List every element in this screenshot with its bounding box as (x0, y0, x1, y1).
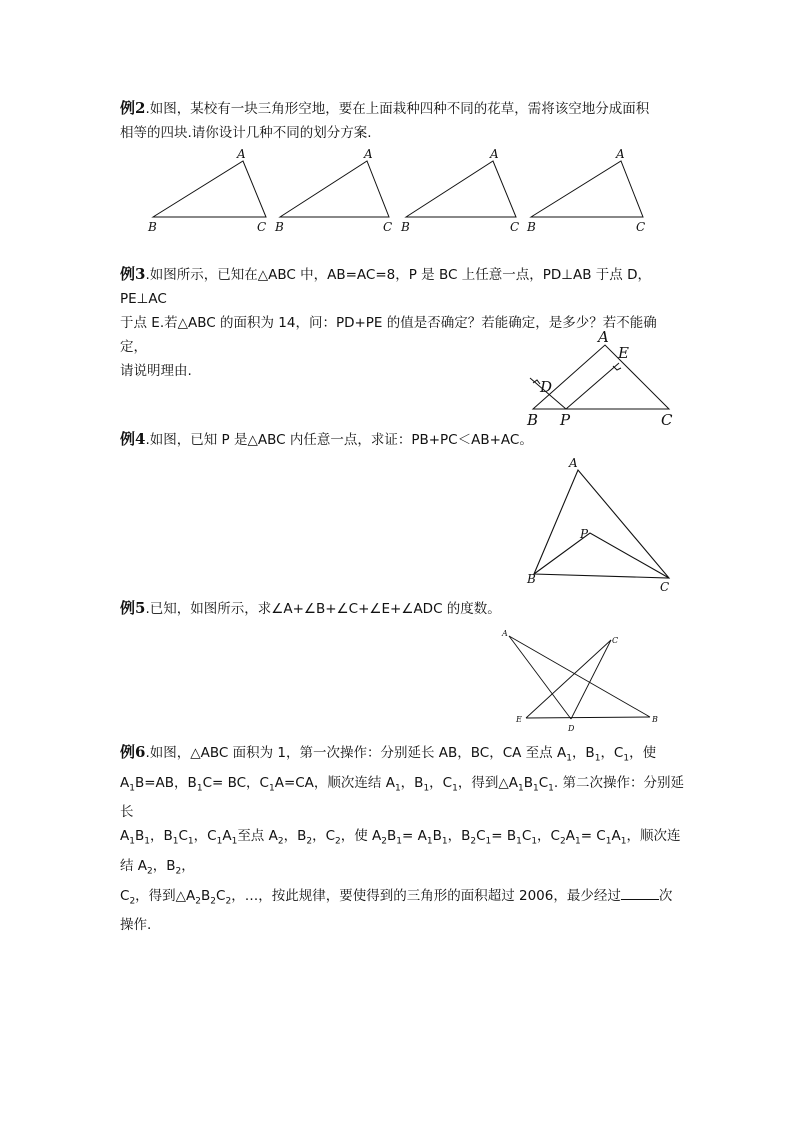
ex3-label-e: E (618, 344, 629, 362)
example-6-text: 例6.如图，△ABC 面积为 1，第一次操作：分别延长 AB，BC，CA 至点 $A_1$，$B_1$，$C_1$，使 $A_1B=AB$，$B_1C=$ BC，$C_1A=CA$，顺次连结 $A_1$，$B_1$，$C_1$，得到$\triangle A_1B_1C_1$. 第二次操作：分别延长 $A_1B_1$，$B_1C_1$，$C_1A_1$至点 $A_2$，$B_2$，$C_2$，使 $A_2B_1= A_1B_1$，$B_2C_1= B_1C_1$，$C_2A_1= C_1A_1$，顺次连结 $A_2$，$B_2$， $C_2$，得到$\triangle A_2B_2C_2$，…，按此规律，要使得到的三角形的面积超过 2006，最少经过 次 操作. (120, 743, 684, 934)
example-2-text: 例2.如图，某校有一块三角形空地，要在上面栽种四种不同的花草，需将该空地分成面积 相等的四块.请你设计几种不同的划分方案. (120, 99, 650, 141)
ex5-label-a: A (502, 629, 508, 638)
example-2-label: 例2 (120, 99, 146, 117)
t1-label-b: B (148, 220, 157, 234)
triangle-1 (153, 161, 266, 217)
example-3-label: 例3 (120, 265, 146, 283)
example-3-text: 例3.如图所示，已知在△ABC 中，AB=AC=8，P 是 BC 上任意一点，PD⊥AB 于点 D，PE⊥AC 于点 E.若△ABC 的面积为 14，问：PD+PE 的值是否确定？若能确定，是多少？若不能确定， 请说明理由. (120, 265, 657, 379)
t1-label-a: A (237, 147, 246, 161)
ex4-label-b: B (527, 572, 536, 586)
ex3-label-c: C (661, 411, 673, 429)
t2-label-c: C (383, 220, 393, 234)
ex3-label-b: B (527, 411, 539, 429)
ex4-label-a: A (569, 456, 578, 470)
t2-label-b: B (275, 220, 284, 234)
ex4-label-p: P (580, 527, 589, 541)
triangle-3 (406, 161, 516, 217)
t4-label-c: C (636, 220, 646, 234)
ex3-label-p: P (560, 411, 571, 429)
ex3-label-d: D (540, 378, 553, 396)
t2-label-a: A (364, 147, 373, 161)
ex5-label-c: C (612, 636, 619, 645)
example-5-label: 例5 (120, 599, 146, 617)
example-4-text: 例4.如图，已知 P 是△ABC 内任意一点，求证：PB+PC＜AB+AC。 (120, 430, 533, 448)
ex5-label-d: D (568, 724, 575, 733)
t3-label-c: C (510, 220, 520, 234)
ex4-label-c: C (660, 580, 670, 594)
example-6-label: 例6 (120, 743, 146, 761)
answer-blank[interactable] (621, 885, 659, 900)
ex3-label-a: A (598, 328, 609, 346)
t3-label-b: B (401, 220, 410, 234)
triangle-2 (280, 161, 389, 217)
example-4-label: 例4 (120, 430, 146, 448)
t4-label-a: A (616, 147, 625, 161)
t4-label-b: B (527, 220, 536, 234)
t3-label-a: A (490, 147, 499, 161)
t1-label-c: C (257, 220, 267, 234)
triangle-4 (531, 161, 643, 217)
ex5-label-e: E (516, 715, 522, 724)
example-5-text: 例5.已知，如图所示，求∠A+∠B+∠C+∠E+∠ADC 的度数。 (120, 599, 501, 617)
ex5-label-b: B (652, 715, 658, 724)
